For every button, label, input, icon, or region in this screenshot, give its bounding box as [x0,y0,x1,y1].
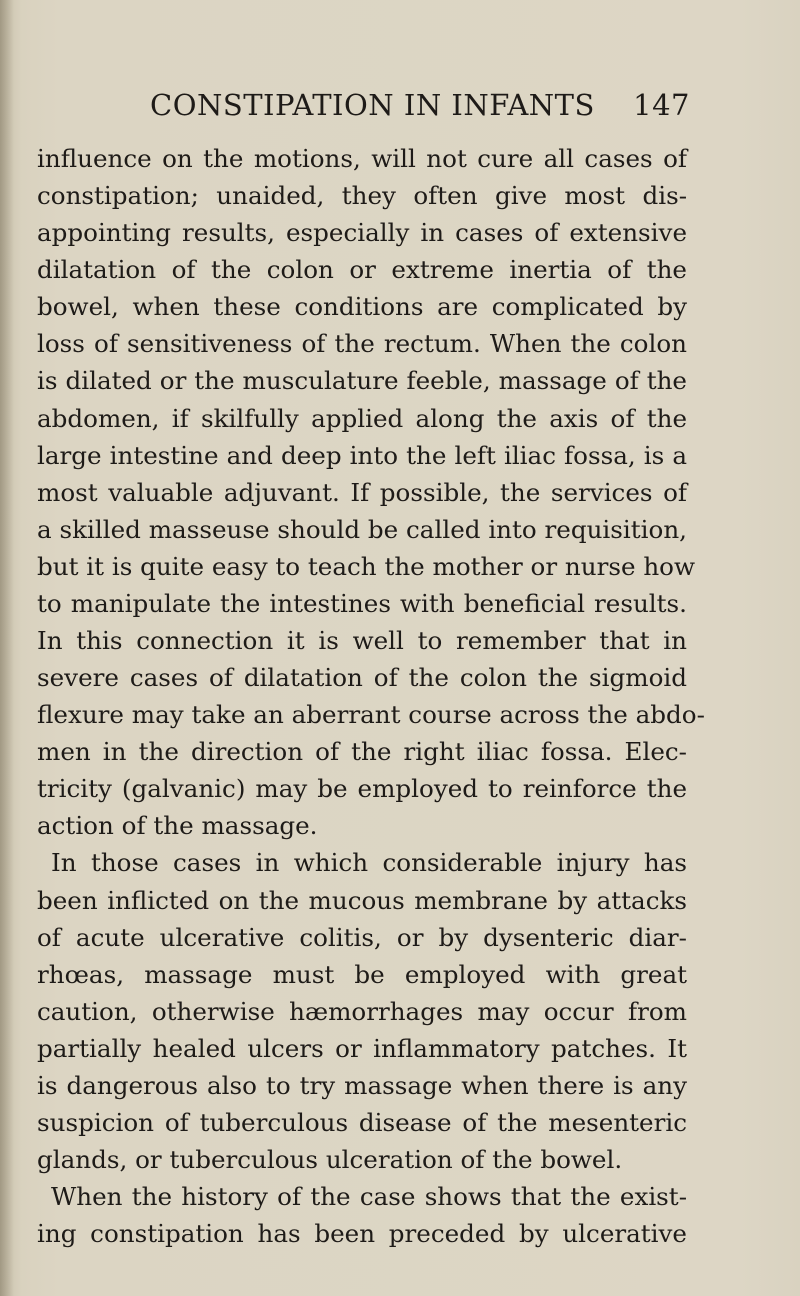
text-line: to manipulate the intestines with beneficial results. [37,588,687,618]
text-line: most valuable adjuvant. If possible, the services of [37,477,687,507]
text-line: tricity (galvanic) may be employed to reinforce the [37,774,687,804]
text-line: is dangerous also to try massage when there is any [37,1070,687,1100]
text-line: abdomen, if skilfully applied along the axis of the [37,403,687,433]
text-line: severe cases of dilatation of the colon the sigmoid [37,663,687,693]
page-number: 147 [633,88,690,122]
text-line: dilatation of the colon or extreme inertia of the [37,255,687,285]
body-text [37,140,705,1252]
text-line: influence on the motions, will not cure all cases of [37,144,687,173]
paragraph-start-line: In those cases in which considerable injury has [51,848,687,878]
text-line: suspicion of tuberculous disease of the mesenteric [37,1108,687,1138]
text-line: a skilled masseuse should be called into requisition, [37,514,687,544]
text-line: bowel, when these conditions are complicated by [37,292,687,322]
text-line: loss of sensitiveness of the rectum. When the colon [37,329,687,359]
running-head [150,88,690,128]
text-line: caution, otherwise hæmorrhages may occur from [37,996,687,1026]
text-line: partially healed ulcers or inflammatory patches. It [37,1033,687,1063]
gutter-shadow [0,0,14,1296]
text-line: large intestine and deep into the left iliac fossa, is a [37,440,687,470]
paragraph-end-line: glands, or tuberculous ulceration of the bowel. [37,1145,623,1175]
paragraph-end-line: action of the massage. [37,811,318,841]
text-line: appointing results, especially in cases of extensive [37,218,687,248]
text-line: been inflicted on the mucous membrane by attacks [37,885,687,915]
text-line: ing constipation has been preceded by ulcerative [37,1219,687,1249]
text-line: In this connection it is well to remember that in [37,626,687,656]
text-line: of acute ulcerative colitis, or by dysenteric diar- [37,922,687,952]
paragraph-start-line: When the history of the case shows that the exist- [51,1182,687,1212]
text-line: flexure may take an aberrant course across the abdo- [37,700,705,730]
text-line: constipation; unaided, they often give most dis- [37,181,687,211]
running-title: CONSTIPATION IN INFANTS [150,88,595,122]
text-line: but it is quite easy to teach the mother or nurse how [37,551,696,581]
text-line: men in the direction of the right iliac fossa. Elec- [37,737,687,767]
text-line: is dilated or the musculature feeble, massage of the [37,366,687,396]
text-line: rhœas, massage must be employed with great [37,959,687,989]
